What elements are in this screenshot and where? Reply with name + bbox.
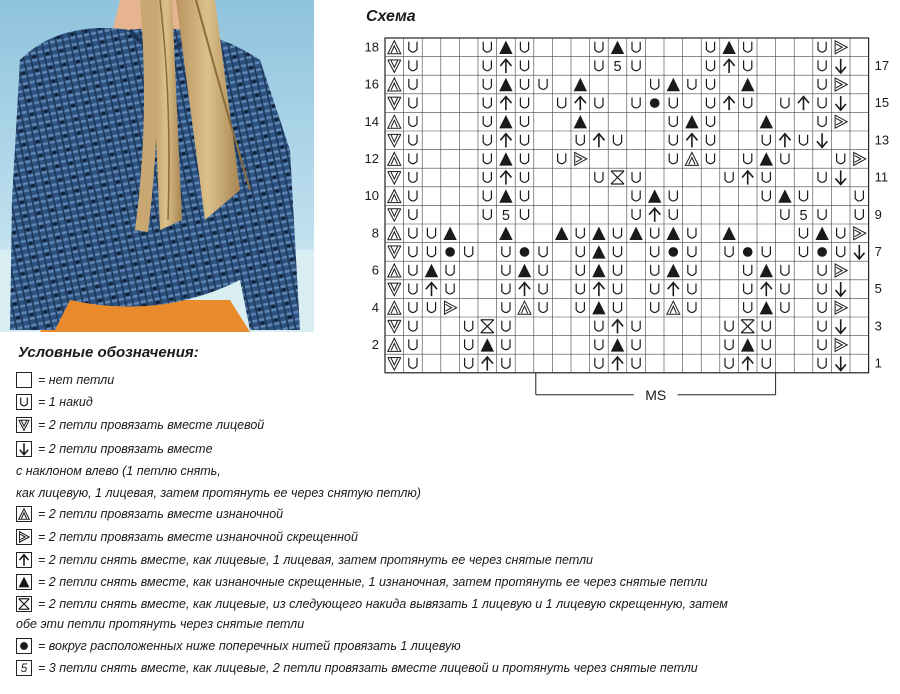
legend-item bbox=[16, 506, 283, 522]
row-label-left: 6 bbox=[371, 262, 379, 278]
legend-text: как лицевую, 1 лицевая, затем протянуть ее через снятую петлю) bbox=[16, 486, 421, 500]
chart-title: Схема bbox=[366, 8, 416, 25]
legend-text: = 2 петли снять вместе, как лицевые, из следующего накида вывязать 1 лицевую и 1 лицевую скрещенную, затем bbox=[38, 597, 728, 611]
legend-item bbox=[16, 394, 93, 410]
row-label-left: 16 bbox=[364, 76, 379, 92]
five-symbol bbox=[16, 660, 32, 676]
row-label-left: 18 bbox=[364, 39, 379, 55]
row-label-right: 1 bbox=[874, 355, 882, 371]
legend-item bbox=[16, 464, 221, 478]
sk2p-symbol bbox=[16, 552, 32, 568]
row-label-right: 5 bbox=[874, 281, 882, 297]
no-stitch-symbol bbox=[16, 372, 32, 388]
k2tog-symbol bbox=[16, 417, 32, 433]
svg-text:5: 5 bbox=[501, 207, 510, 224]
legend-text: = 2 петли провязать вместе изнаночной bbox=[38, 507, 284, 521]
dot-stitch-symbol bbox=[650, 98, 660, 108]
dot-stitch-symbol bbox=[445, 247, 455, 257]
legend-item bbox=[16, 617, 304, 631]
yarn-over-symbol bbox=[16, 394, 32, 410]
svg-text:5: 5 bbox=[20, 662, 28, 676]
legend-title: Условные обозначения: bbox=[18, 344, 199, 361]
legend-text: = нет петли bbox=[38, 373, 115, 387]
row-label-left: 14 bbox=[364, 113, 379, 129]
row-label-right: 17 bbox=[874, 57, 890, 73]
p2tog-tbl-symbol bbox=[16, 529, 32, 545]
dot-stitch-symbol bbox=[668, 247, 678, 257]
row-label-left: 10 bbox=[364, 188, 379, 204]
legend-item bbox=[16, 660, 698, 676]
legend-item bbox=[16, 574, 707, 590]
row-label-right: 7 bbox=[874, 243, 882, 259]
row-label-left: 8 bbox=[371, 225, 379, 241]
five-symbol bbox=[799, 208, 807, 224]
svg-text:5: 5 bbox=[613, 59, 622, 76]
ssk-symbol bbox=[16, 441, 32, 457]
row-label-left: 4 bbox=[371, 299, 379, 315]
dot-stitch-symbol bbox=[16, 638, 32, 654]
repeat-bracket bbox=[536, 373, 776, 403]
purl-decrease-symbol bbox=[16, 574, 32, 590]
legend-text: = 1 накид bbox=[38, 395, 93, 409]
row-label-right: 15 bbox=[874, 95, 890, 111]
dot-stitch-symbol bbox=[743, 247, 753, 257]
legend-item bbox=[16, 441, 213, 457]
legend-text: = вокруг расположенных ниже поперечных нитей провязать 1 лицевую bbox=[38, 639, 461, 653]
legend-text: = 2 петли провязать вместе лицевой bbox=[38, 418, 265, 432]
legend-text: = 2 петли провязать вместе bbox=[38, 442, 213, 456]
legend-item bbox=[16, 529, 358, 545]
cross-decrease-symbol bbox=[16, 596, 32, 612]
legend-item bbox=[16, 638, 461, 654]
row-label-right: 9 bbox=[874, 206, 882, 222]
dot-stitch-symbol bbox=[520, 247, 530, 257]
legend-text: = 2 петли провязать вместе изнаночной скрещенной bbox=[38, 530, 358, 544]
row-label-left: 12 bbox=[364, 150, 379, 166]
repeat-label: MS bbox=[645, 386, 667, 403]
legend-item bbox=[16, 552, 593, 568]
legend-text: с наклоном влево (1 петлю снять, bbox=[16, 464, 221, 478]
row-label-right: 3 bbox=[874, 318, 882, 334]
five-symbol bbox=[613, 59, 621, 75]
p2tog-symbol bbox=[16, 506, 32, 522]
row-label-right: 11 bbox=[874, 169, 889, 185]
legend-text: = 2 петли снять вместе, как лицевые, 1 лицевая, затем протянуть ее через снятые петли bbox=[38, 553, 593, 567]
legend-item bbox=[16, 372, 114, 388]
svg-text:5: 5 bbox=[799, 207, 808, 224]
legend-item bbox=[16, 417, 264, 433]
legend-text: обе эти петли протянуть через снятые петли bbox=[16, 617, 305, 631]
legend-text: = 2 петли снять вместе, как изнаночные скрещенные, 1 изнаночная, затем протянуть ее через снятые петли bbox=[38, 575, 708, 589]
legend-item bbox=[16, 486, 421, 500]
row-label-right: 13 bbox=[874, 132, 890, 148]
dot-stitch-symbol bbox=[817, 247, 827, 257]
legend-text: = 3 петли снять вместе, как лицевые, 2 петли провязать вместе лицевой и протянуть через снятые петли bbox=[38, 661, 698, 675]
row-label-left: 2 bbox=[371, 336, 379, 352]
legend-item bbox=[16, 596, 728, 612]
five-symbol bbox=[502, 208, 510, 224]
